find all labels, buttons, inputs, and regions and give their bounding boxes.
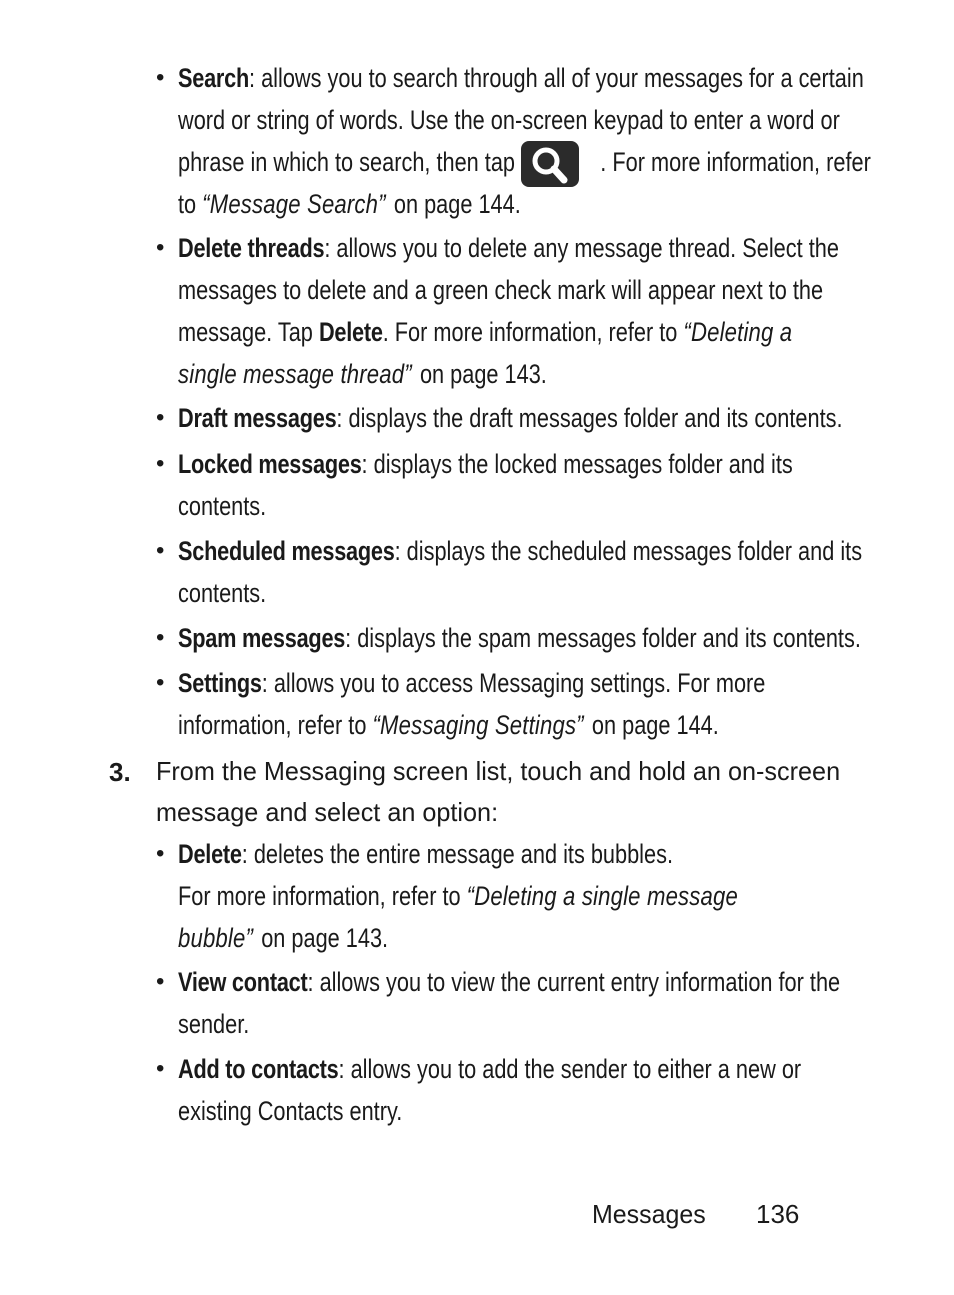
term-view-contact: View contact: [178, 967, 308, 997]
search-icon: [521, 141, 579, 187]
term-locked-messages: Locked messages: [178, 449, 362, 479]
ref-message-search[interactable]: “Message Search”: [202, 189, 386, 219]
bullet-dot: •: [156, 968, 165, 995]
term-search: Search: [178, 63, 250, 93]
bullet-locked-messages: Locked messages: displays the locked messages folder and its contents.: [178, 449, 793, 521]
footer-page-number: 136: [756, 1199, 800, 1229]
bullet-scheduled-messages: Scheduled messages: displays the scheduled messages folder and its contents.: [178, 536, 863, 608]
ref-deleting-thread-cont[interactable]: single message thread”: [178, 359, 412, 389]
bullet-dot: •: [156, 669, 165, 696]
bullet-dot: •: [156, 840, 165, 867]
bullet-draft-messages: Draft messages: displays the draft messages folder and its contents.: [178, 403, 843, 433]
bullet-dot: •: [156, 1055, 165, 1082]
term-scheduled-messages: Scheduled messages: [178, 536, 395, 566]
term-spam-messages: Spam messages: [178, 623, 346, 653]
ref-deleting-thread[interactable]: “Deleting a: [683, 317, 793, 347]
bullet-dot: •: [156, 404, 165, 431]
step-text: From the Messaging screen list, touch and hold an on-screen message and select an option:: [156, 756, 841, 827]
bullet-view-contact: View contact: allows you to view the current entry information for the sender.: [178, 967, 841, 1039]
term-draft-messages: Draft messages: [178, 403, 337, 433]
term-settings: Settings: [178, 668, 262, 698]
bullet-delete: Delete: deletes the entire message and its bubbles. For more information, refer to “Deleting a single message bubble” on page 143.: [178, 839, 738, 953]
bullet-spam-messages: Spam messages: displays the spam messages folder and its contents.: [178, 623, 861, 653]
bullet-dot: •: [156, 234, 165, 261]
term-delete: Delete: [178, 839, 242, 869]
bullet-search: Search: allows you to search through all of your messages for a certain word or string of words. Use the on-screen keypad to enter a word or phrase in which to search, then tap . For more information, refer to “Message Search” on page 144.: [178, 63, 871, 219]
bullet-dot: •: [156, 624, 165, 651]
bullet-dot: •: [156, 537, 165, 564]
bullet-delete-threads: Delete threads: allows you to delete any message thread. Select the messages to delete and a green check mark will appear next to the message. Tap Delete. For more information, refer to “Deleting a single message thread” on page 143.: [178, 233, 839, 389]
step-number: 3.: [109, 757, 131, 787]
footer-section-title: Messages: [592, 1199, 706, 1229]
ref-messaging-settings[interactable]: “Messaging Settings”: [372, 710, 584, 740]
ref-deleting-bubble[interactable]: “Deleting a single message: [466, 881, 738, 911]
term-add-to-contacts: Add to contacts: [178, 1054, 339, 1084]
ref-deleting-bubble-cont[interactable]: bubble”: [178, 923, 254, 953]
bullet-settings: Settings: allows you to access Messaging settings. For more information, refer to “Messaging Settings” on page 144.: [178, 668, 766, 740]
bullet-dot: •: [156, 450, 165, 477]
bullet-dot: •: [156, 64, 165, 91]
bullet-add-to-contacts: Add to contacts: allows you to add the sender to either a new or existing Contacts entry.: [178, 1054, 802, 1126]
term-delete-threads: Delete threads: [178, 233, 325, 263]
